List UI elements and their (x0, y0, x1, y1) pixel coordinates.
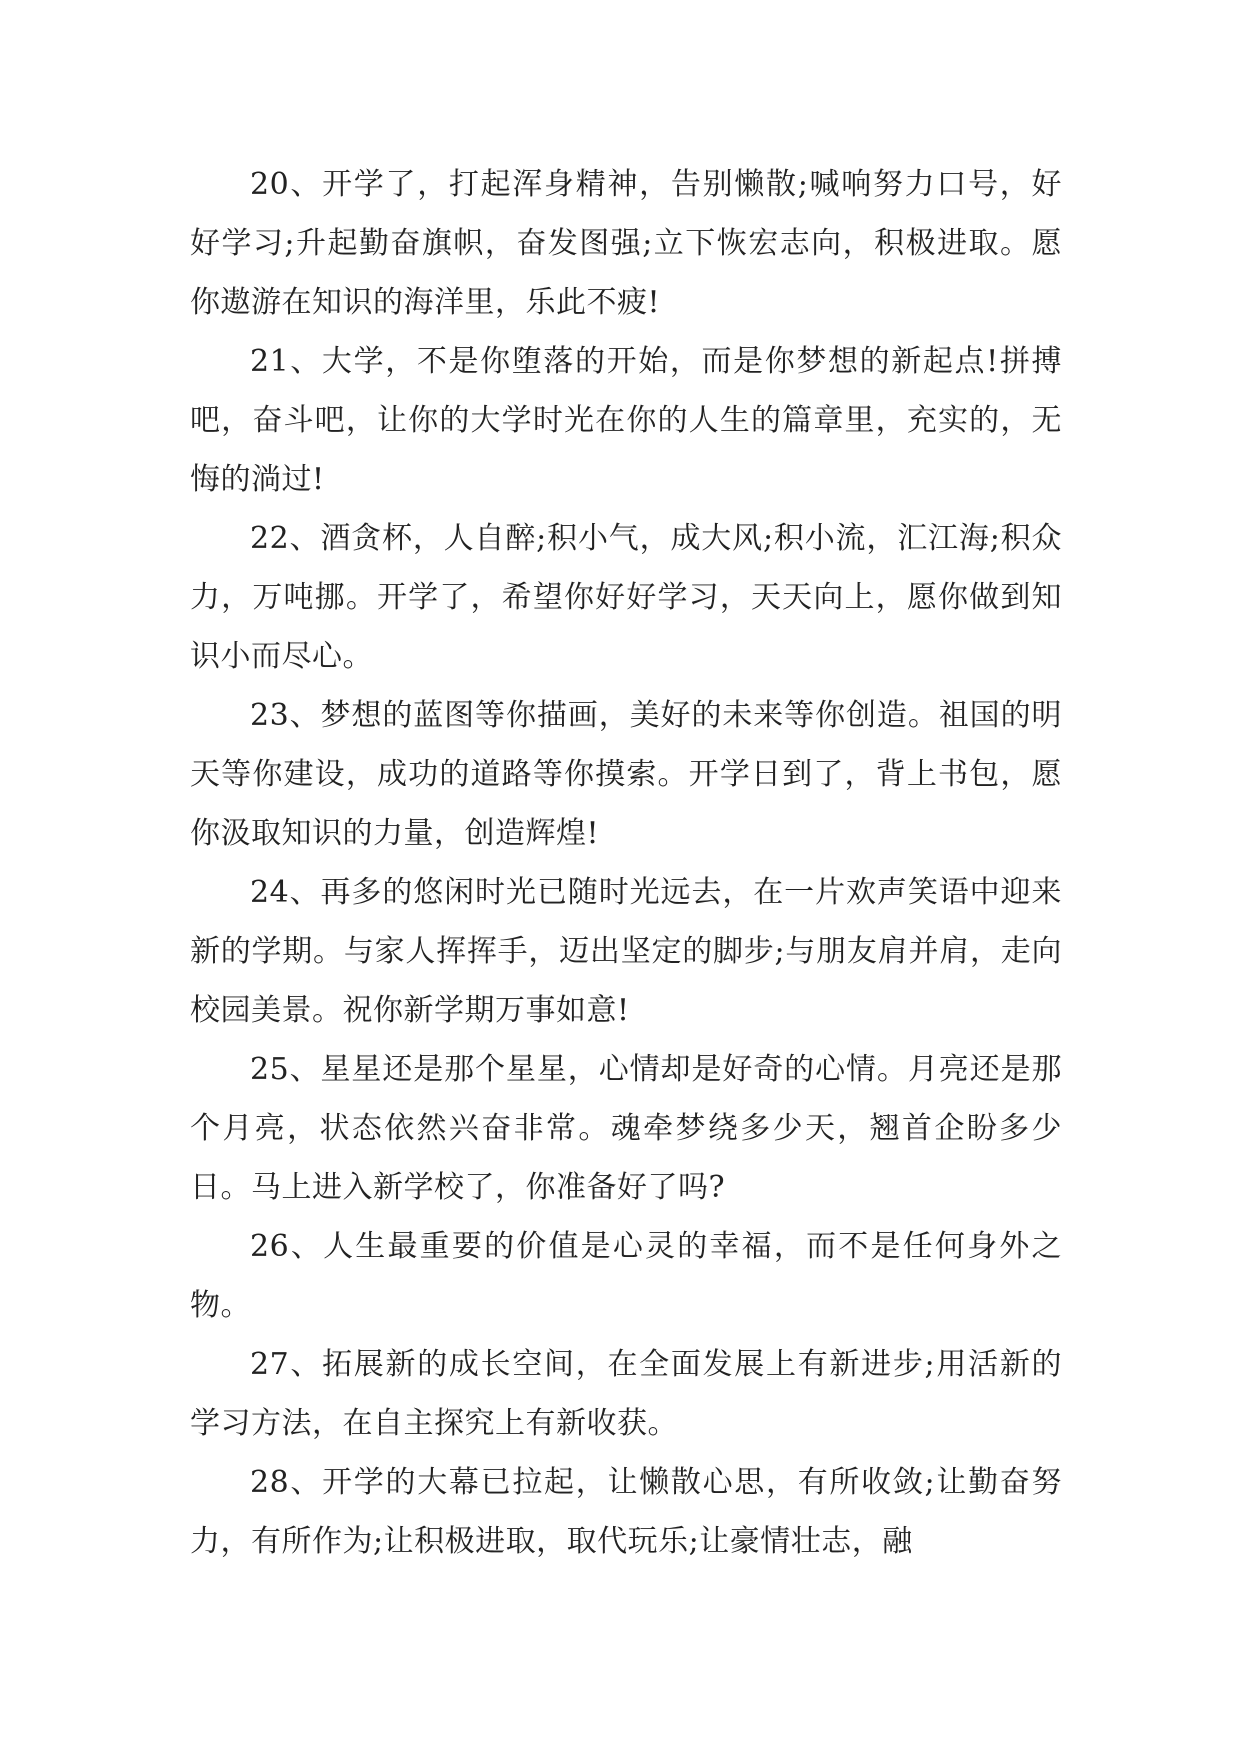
paragraph-24: 24、再多的悠闲时光已随时光远去，在一片欢声笑语中迎来新的学期。与家人挥挥手，迈出坚定的脚步;与朋友肩并肩，走向校园美景。祝你新学期万事如意! (190, 875, 1062, 1028)
paragraph-27: 27、拓展新的成长空间，在全面发展上有新进步;用活新的学习方法，在自主探究上有新收获。 (190, 1347, 1062, 1441)
paragraph-20: 20、开学了，打起浑身精神，告别懒散;喊响努力口号，好好学习;升起勤奋旗帜，奋发图强;立下恢宏志向，积极进取。愿你遨游在知识的海洋里，乐此不疲! (190, 167, 1062, 320)
paragraph-25: 25、星星还是那个星星，心情却是好奇的心情。月亮还是那个月亮，状态依然兴奋非常。魂牵梦绕多少天，翘首企盼多少日。马上进入新学校了，你准备好了吗? (190, 1052, 1062, 1205)
paragraph-21: 21、大学，不是你堕落的开始，而是你梦想的新起点!拼搏吧，奋斗吧，让你的大学时光在你的人生的篇章里，充实的，无悔的淌过! (190, 344, 1062, 497)
paragraph-23: 23、梦想的蓝图等你描画，美好的未来等你创造。祖国的明天等你建设，成功的道路等你摸索。开学日到了，背上书包，愿你汲取知识的力量，创造辉煌! (190, 698, 1062, 851)
paragraph-22: 22、酒贪杯，人自醉;积小气，成大风;积小流，汇江海;积众力，万吨挪。开学了，希望你好好学习，天天向上，愿你做到知识小而尽心。 (190, 521, 1062, 674)
document-body (190, 155, 1062, 1571)
paragraph-28: 28、开学的大幕已拉起，让懒散心思，有所收敛;让勤奋努力，有所作为;让积极进取，取代玩乐;让豪情壮志，融 (190, 1465, 1062, 1559)
paragraph-26: 26、人生最重要的价值是心灵的幸福，而不是任何身外之物。 (190, 1229, 1062, 1323)
